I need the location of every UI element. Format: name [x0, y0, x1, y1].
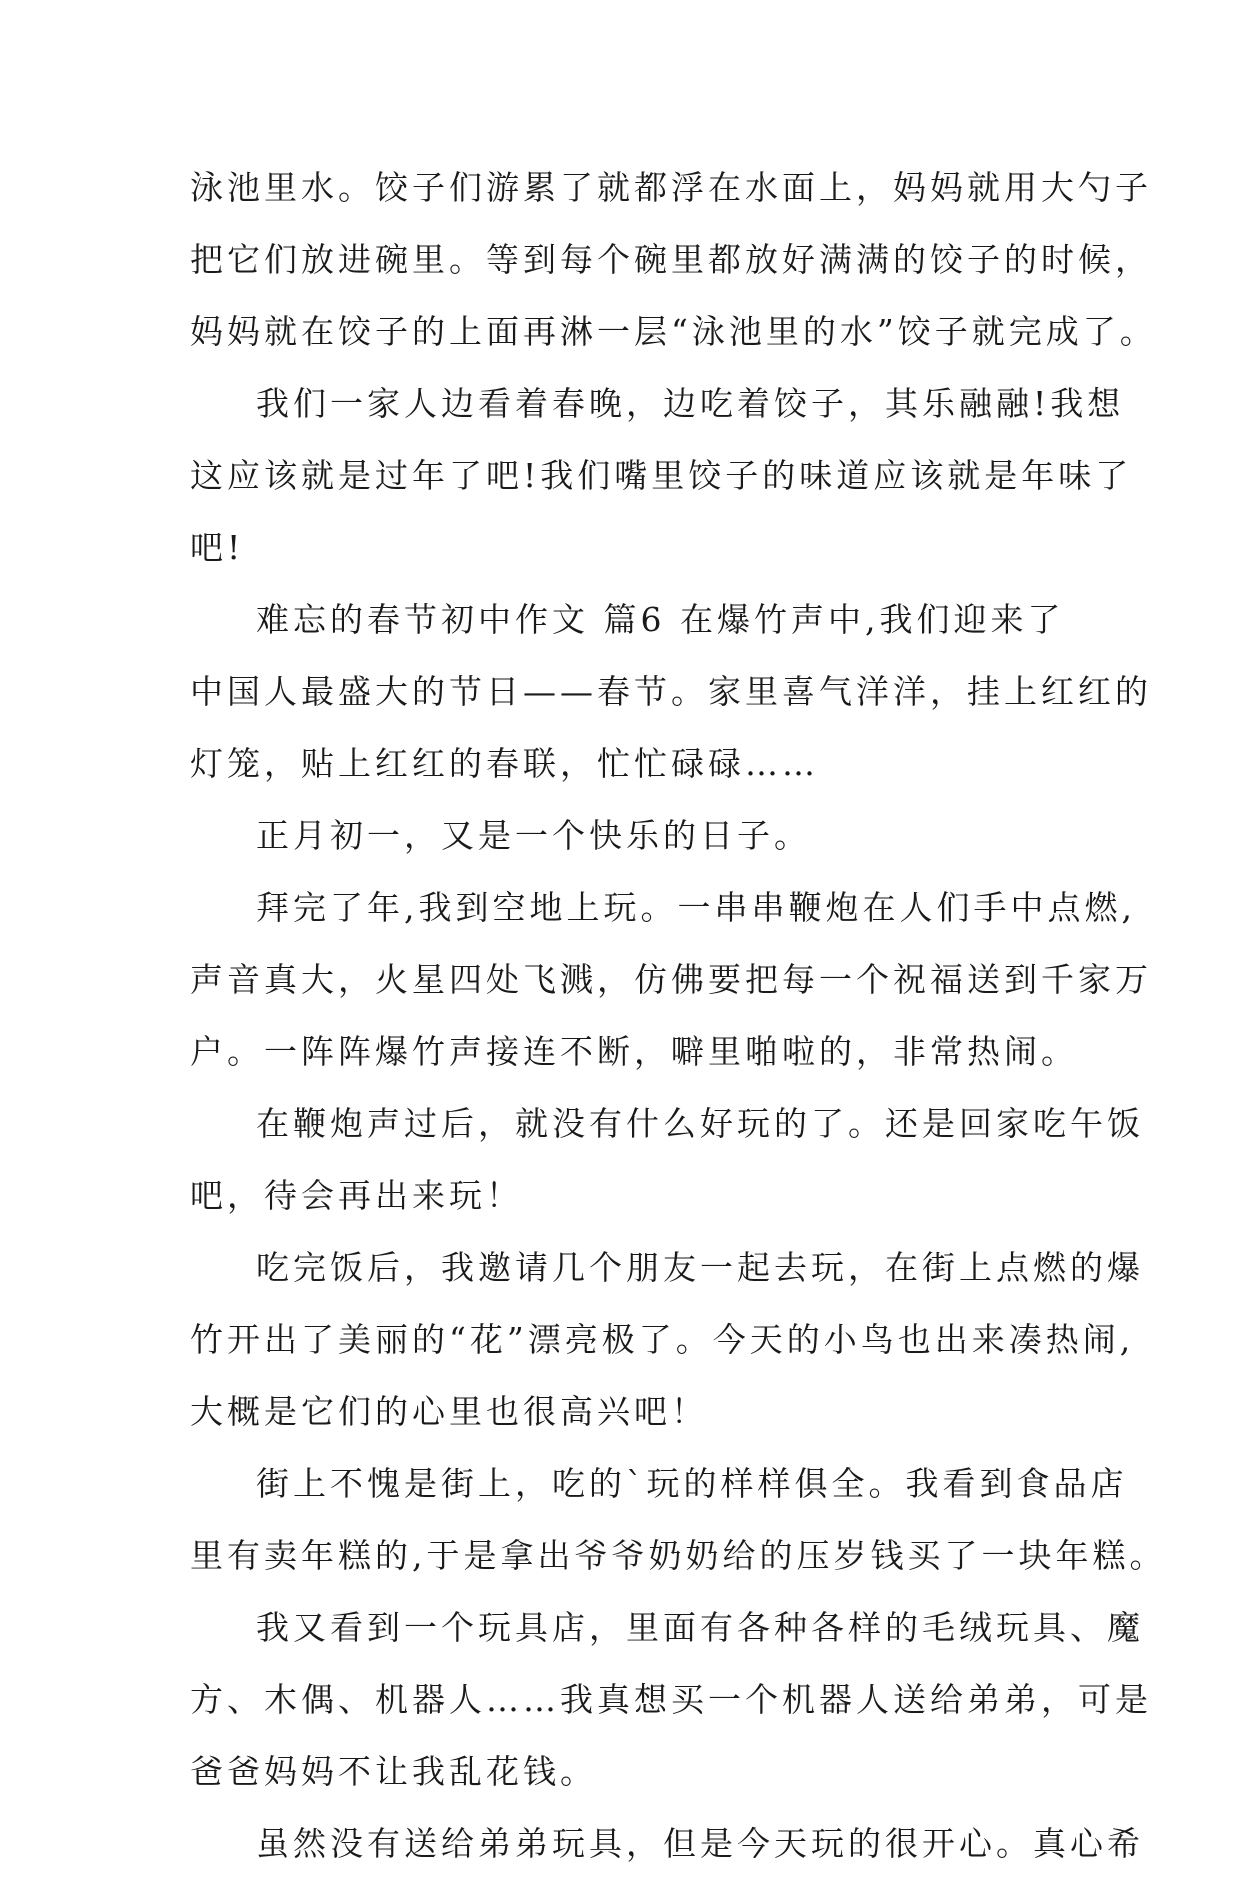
text-line: 灯笼，贴上红红的春联，忙忙碌碌…… — [190, 744, 819, 783]
text-line: 吃完饭后，我邀请几个朋友一起去玩，在街上点燃的爆 — [256, 1248, 1144, 1287]
text-line: 竹开出了美丽的“花”漂亮极了。今天的小鸟也出来凑热闹, — [190, 1320, 1135, 1359]
text-line: 在鞭炮声过后，就没有什么好玩的了。还是回家吃午饭 — [256, 1104, 1144, 1143]
text-line: 方、木偶、机器人……我真想买一个机器人送给弟弟，可是 — [190, 1680, 1152, 1719]
text-line: 我们一家人边看着春晚，边吃着饺子，其乐融融!我想 — [256, 384, 1125, 423]
text-line: 街上不愧是街上，吃的`玩的样样俱全。我看到食品店 — [256, 1464, 1128, 1503]
text-line: 吧，待会再出来玩！ — [190, 1176, 523, 1215]
text-line: 吧! — [190, 528, 245, 567]
text-line: 爸爸妈妈不让我乱花钱。 — [190, 1752, 597, 1791]
text-line: 我又看到一个玩具店，里面有各种各样的毛绒玩具、魔 — [256, 1608, 1144, 1647]
text-line: 里有卖年糕的,于是拿出爷爷奶奶给的压岁钱买了一块年糕。 — [190, 1536, 1167, 1575]
text-line: 虽然没有送给弟弟玩具，但是今天玩的很开心。真心希 — [256, 1824, 1144, 1863]
text-line: 把它们放进碗里。等到每个碗里都放好满满的饺子的时候， — [190, 240, 1152, 279]
text-line: 大概是它们的心里也很高兴吧！ — [190, 1392, 708, 1431]
article-body — [190, 152, 1167, 1880]
text-line: 拜完了年,我到空地上玩。一串串鞭炮在人们手中点燃, — [256, 888, 1136, 927]
text-line: 声音真大，火星四处飞溅，仿佛要把每一个祝福送到千家万 — [190, 960, 1152, 999]
text-line: 户。一阵阵爆竹声接连不断，噼里啪啦的，非常热闹。 — [190, 1032, 1078, 1071]
text-line: 这应该就是过年了吧!我们嘴里饺子的味道应该就是年味了 — [190, 456, 1133, 495]
text-line: 泳池里水。饺子们游累了就都浮在水面上，妈妈就用大勺子 — [190, 168, 1152, 207]
text-line: 妈妈就在饺子的上面再淋一层“泳池里的水”饺子就完成了。 — [190, 312, 1157, 351]
text-line: 正月初一，又是一个快乐的日子。 — [256, 816, 811, 855]
text-line: 难忘的春节初中作文 篇6 在爆竹声中,我们迎来了 — [256, 600, 1065, 639]
text-line: 中国人最盛大的节日——春节。家里喜气洋洋，挂上红红的 — [190, 672, 1152, 711]
